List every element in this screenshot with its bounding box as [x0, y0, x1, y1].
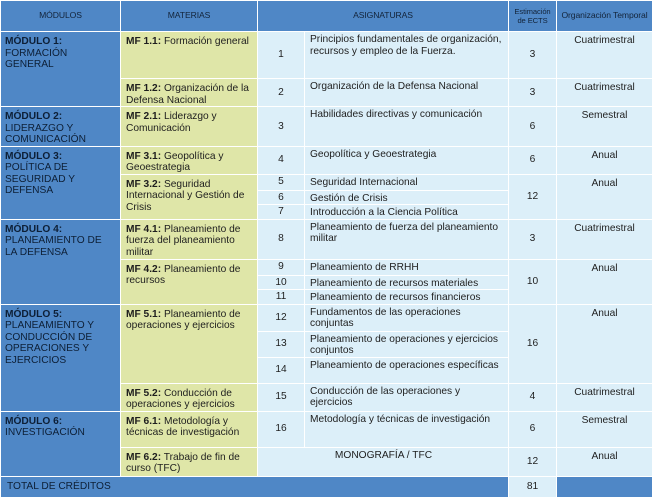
asignatura-number: 11	[258, 290, 305, 305]
asignatura-name: Habilidades directivas y comunicación	[305, 107, 509, 147]
materia-name: Metodología y técnicas de investigación	[126, 416, 239, 439]
asignatura-name: Planeamiento de fuerza del planeamiento militar	[305, 219, 509, 259]
table-row	[1, 107, 652, 147]
materia-cell	[121, 447, 258, 476]
materia-code: MF 3.2:	[126, 179, 161, 190]
ects-cell: 12	[509, 447, 557, 476]
module-cell	[1, 219, 121, 304]
asignatura-number: 4	[258, 146, 305, 174]
materia-code: MF 6.1:	[126, 416, 161, 427]
module-cell	[1, 146, 121, 219]
organization-cell: Cuatrimestral	[557, 32, 652, 79]
asignatura-name: Metodología y técnicas de investigación	[305, 411, 509, 447]
asignatura-name: Planeamiento de operaciones y ejercicios conjuntos	[305, 331, 509, 357]
materia-name: Planeamiento de recursos	[126, 264, 240, 287]
materia-name: Conducción de operaciones y ejercicios	[126, 388, 235, 411]
materia-cell	[121, 304, 258, 383]
asignatura-name: Planeamiento de operaciones específicas	[305, 357, 509, 383]
module-title: MÓDULO 4:	[5, 224, 116, 236]
table-row	[1, 32, 652, 79]
table-row	[1, 411, 652, 447]
table-row	[1, 146, 652, 174]
asignatura-name: Planeamiento de recursos materiales	[305, 275, 509, 290]
materia-cell	[121, 383, 258, 411]
asignatura-number: 2	[258, 79, 305, 107]
header-asignaturas: ASIGNATURAS	[258, 1, 509, 32]
asignatura-number: 13	[258, 331, 305, 357]
total-label: TOTAL DE CRÉDITOS	[1, 476, 509, 497]
total-row	[1, 476, 652, 497]
materia-code: MF 2.1:	[126, 111, 161, 122]
asignatura-number: 9	[258, 259, 305, 275]
asignatura-name: Planeamiento de recursos financieros	[305, 290, 509, 305]
asignatura-number: 7	[258, 205, 305, 220]
total-ects: 81	[509, 476, 557, 497]
ects-cell: 12	[509, 174, 557, 219]
ects-cell: 10	[509, 259, 557, 304]
materia-cell	[121, 219, 258, 259]
materia-code: MF 3.1:	[126, 151, 161, 162]
materia-code: MF 5.2:	[126, 388, 161, 399]
asignatura-number: 1	[258, 32, 305, 79]
ects-cell: 6	[509, 146, 557, 174]
asignatura-name: Conducción de las operaciones y ejercicios	[305, 383, 509, 411]
module-name: FORMACIÓN GENERAL	[5, 48, 116, 71]
header-ects	[509, 1, 557, 32]
materia-code: MF 4.1:	[126, 224, 161, 235]
module-title: MÓDULO 6:	[5, 416, 116, 428]
header-ects-line2: de ECTS	[517, 16, 547, 25]
materia-name: Organización de la Defensa Nacional	[126, 83, 249, 106]
ects-cell: 6	[509, 107, 557, 147]
ects-cell: 4	[509, 383, 557, 411]
materia-code: MF 1.2:	[126, 83, 161, 94]
ects-cell: 3	[509, 219, 557, 259]
organization-cell: Anual	[557, 259, 652, 304]
materia-cell	[121, 32, 258, 79]
asignatura-name: MONOGRAFÍA / TFC	[258, 447, 509, 476]
ects-cell: 6	[509, 411, 557, 447]
asignatura-name: Introducción a la Ciencia Política	[305, 205, 509, 220]
module-name: PLANEAMIENTO Y CONDUCCIÓN DE OPERACIONES Y EJERCICIOS	[5, 320, 116, 366]
materia-code: MF 6.2:	[126, 452, 161, 463]
asignatura-number: 5	[258, 174, 305, 190]
header-row	[1, 1, 652, 32]
materia-name: Formación general	[164, 36, 249, 47]
materia-cell	[121, 146, 258, 174]
asignatura-number: 15	[258, 383, 305, 411]
total-empty-cell	[557, 476, 652, 497]
asignatura-name: Organización de la Defensa Nacional	[305, 79, 509, 107]
table-row	[1, 219, 652, 259]
organization-cell: Anual	[557, 146, 652, 174]
materia-cell	[121, 411, 258, 447]
organization-cell: Cuatrimestral	[557, 219, 652, 259]
materia-cell	[121, 79, 258, 107]
asignatura-name: Gestión de Crisis	[305, 190, 509, 205]
asignatura-number: 16	[258, 411, 305, 447]
table-row	[1, 304, 652, 331]
materia-name: Planeamiento de operaciones y ejercicios	[126, 309, 240, 332]
module-cell	[1, 32, 121, 107]
organization-cell: Anual	[557, 447, 652, 476]
module-name: INVESTIGACIÓN	[5, 427, 116, 439]
asignatura-name: Fundamentos de las operaciones conjuntas	[305, 304, 509, 331]
ects-cell: 3	[509, 32, 557, 79]
materia-cell	[121, 107, 258, 147]
module-name: PLANEAMIENTO DE LA DEFENSA	[5, 235, 116, 258]
module-name: LIDERAZGO Y COMUNICACIÓN	[5, 123, 116, 146]
header-materias: MATERIAS	[121, 1, 258, 32]
module-cell	[1, 107, 121, 147]
asignatura-name: Planeamiento de RRHH	[305, 259, 509, 275]
header-organizacion: Organización Temporal	[557, 1, 652, 32]
asignatura-number: 8	[258, 219, 305, 259]
asignatura-name: Seguridad Internacional	[305, 174, 509, 190]
module-title: MÓDULO 3:	[5, 151, 116, 163]
materia-cell	[121, 174, 258, 219]
organization-cell: Cuatrimestral	[557, 79, 652, 107]
materia-code: MF 4.2:	[126, 264, 161, 275]
materia-name: Liderazgo y Comunicación	[126, 111, 217, 134]
ects-cell: 16	[509, 304, 557, 383]
materia-code: MF 5.1:	[126, 309, 161, 320]
asignatura-number: 12	[258, 304, 305, 331]
organization-cell: Cuatrimestral	[557, 383, 652, 411]
module-title: MÓDULO 1:	[5, 36, 116, 48]
asignatura-name: Principios fundamentales de organización, recursos y empleo de la Fuerza.	[305, 32, 509, 79]
asignatura-number: 3	[258, 107, 305, 147]
materia-cell	[121, 259, 258, 304]
organization-cell: Semestral	[557, 411, 652, 447]
ects-cell: 3	[509, 79, 557, 107]
asignatura-number: 6	[258, 190, 305, 205]
organization-cell: Anual	[557, 304, 652, 383]
module-title: MÓDULO 2:	[5, 111, 116, 123]
header-ects-line1: Estimación	[514, 7, 550, 16]
module-cell	[1, 411, 121, 476]
asignatura-number: 14	[258, 357, 305, 383]
header-modulos: MÓDULOS	[1, 1, 121, 32]
organization-cell: Semestral	[557, 107, 652, 147]
materia-name: Planeamiento de fuerza del planeamiento militar	[126, 224, 240, 258]
module-title: MÓDULO 5:	[5, 309, 116, 321]
materia-name: Trabajo de fin de curso (TFC)	[126, 452, 240, 475]
materia-name: Geopolítica y Geoestrategia	[126, 151, 223, 174]
materia-code: MF 1.1:	[126, 36, 161, 47]
asignatura-name: Geopolítica y Geoestrategia	[305, 146, 509, 174]
asignatura-number: 10	[258, 275, 305, 290]
materia-name: Seguridad Internacional y Gestión de Crisis	[126, 179, 244, 213]
module-name: POLÍTICA DE SEGURIDAD Y DEFENSA	[5, 162, 116, 197]
module-cell	[1, 304, 121, 411]
organization-cell: Anual	[557, 174, 652, 219]
